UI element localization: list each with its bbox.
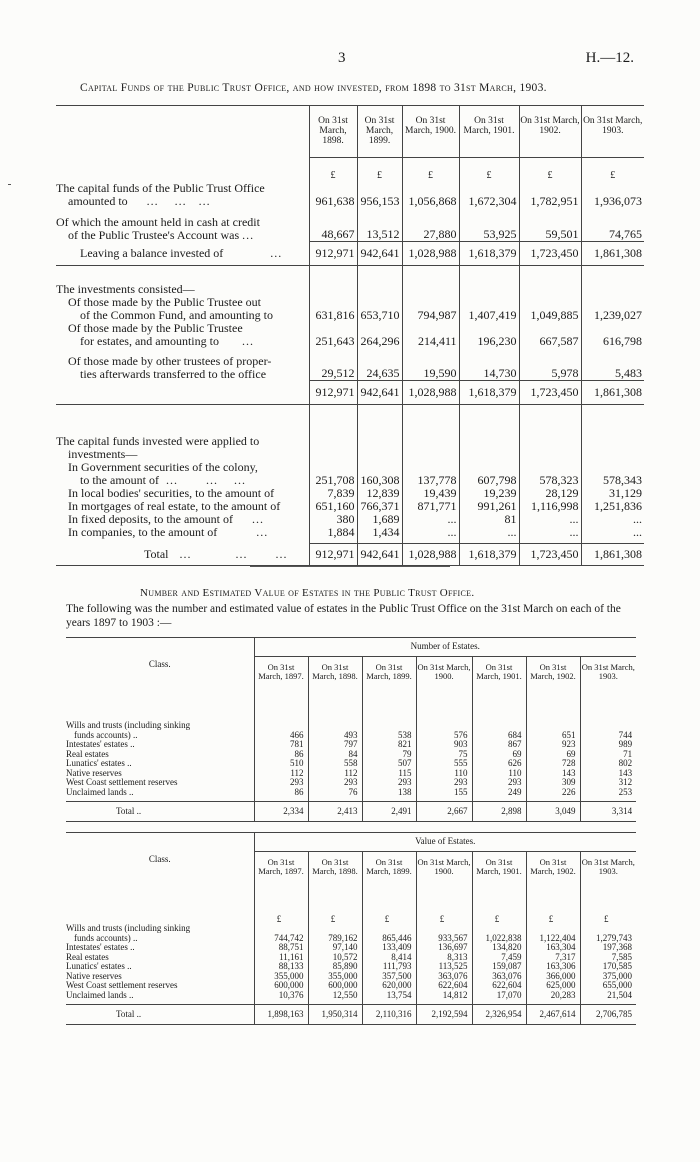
col-header: On 31st March, 1901. [472, 852, 526, 903]
value-cell: 264,296 [357, 322, 402, 348]
value-cell: 956,153 [357, 182, 402, 208]
value-cell: 27,880 [402, 208, 459, 242]
value-cell: 48,667 [309, 208, 357, 242]
value-cell: 600,000 [254, 981, 308, 991]
col-header: On 31st March, 1902. [526, 852, 580, 903]
capital-table-title: Capital Funds of the Public Trust Office, and how invested, from 1898 to 31st March, 1903. [80, 82, 547, 94]
col-header: On 31st March, 1899. [362, 852, 416, 903]
value-cell: 1,049,885 [519, 266, 581, 322]
number-cell: 626 [472, 759, 526, 769]
margin-mark [8, 184, 11, 185]
value-cell: ... [519, 513, 581, 526]
value-cell: 163,304 [526, 943, 580, 953]
value-cell: 10,572 [308, 953, 362, 963]
value-cell: 134,820 [472, 943, 526, 953]
investments-sum-row [56, 381, 644, 405]
value-cell: 20,283 [526, 991, 580, 1005]
table-row [66, 991, 636, 1005]
number-cell: 576 [416, 721, 472, 740]
row-label: West Coast settlement reserves [66, 777, 178, 787]
value-cell: ... [581, 513, 644, 526]
value-cell: 74,765 [581, 208, 644, 242]
value-cell: 136,697 [416, 943, 472, 953]
value-group-header: Value of Estates. [254, 833, 636, 852]
value-cell: 1,028,988 [402, 242, 459, 266]
value-cell: 357,500 [362, 972, 416, 982]
value-cell: 1,028,988 [402, 381, 459, 405]
value-cell: 622,604 [472, 981, 526, 991]
col-header: On 31st March, 1903. [580, 852, 636, 903]
total-cell: 912,971 [309, 544, 357, 566]
value-cell: 942,641 [357, 381, 402, 405]
estates-intro-paragraph: The following was the number and estimated value of estates in the Public Trust Office on the 31st March on each of the years 1897 to 1903 :— [66, 603, 621, 629]
total-cell: 1,950,314 [308, 1005, 362, 1025]
row-label: The capital funds of the Public Trust Office [56, 180, 265, 195]
number-cell: 466 [254, 721, 308, 740]
table-row [66, 924, 636, 943]
total-cell: 3,049 [526, 802, 580, 822]
value-cell: ... [402, 526, 459, 544]
number-cell: 226 [526, 788, 580, 802]
value-cell: 5,483 [581, 348, 644, 381]
value-cell: 31,129 [581, 487, 644, 500]
number-cell: 507 [362, 759, 416, 769]
value-cell: ... [402, 513, 459, 526]
value-cell: 655,000 [580, 981, 636, 991]
col-header: On 31st March, 1903. [581, 106, 644, 158]
row-label: Intestates' estates .. [66, 942, 135, 952]
value-cell: 651,160 [309, 500, 357, 513]
number-cell: 797 [308, 740, 362, 750]
value-cell: 5,978 [519, 348, 581, 381]
number-cell: 510 [254, 759, 308, 769]
row-label: In local bodies' securities, to the amount of [68, 485, 275, 500]
value-cell: 616,798 [581, 322, 644, 348]
capital-funds-table [56, 105, 644, 566]
value-cell: 600,000 [308, 981, 362, 991]
value-cell: 88,751 [254, 943, 308, 953]
value-cell: 1,022,838 [472, 924, 526, 943]
value-cell: 10,376 [254, 991, 308, 1005]
row-label: Of those made by the Public Trustee out [68, 294, 261, 309]
row-label: ties afterwards transferred to the office [80, 366, 267, 381]
value-cell: 53,925 [459, 208, 519, 242]
value-cell: 1,407,419 [459, 266, 519, 322]
row-label: Lunatics' estates .. [66, 961, 132, 971]
row-label: Native reserves [66, 970, 122, 981]
document-reference: H.—12. [585, 50, 634, 66]
number-cell: 86 [254, 788, 308, 802]
row-label: amounted to ... ... ... [68, 193, 211, 208]
number-of-estates-table [66, 637, 636, 822]
estates-section-title: Number and Estimated Value of Estates in the Public Trust Office. [140, 587, 475, 599]
currency-cell: £ [254, 902, 308, 924]
value-cell: 631,816 [309, 266, 357, 322]
value-cell: 625,000 [526, 981, 580, 991]
row-label: The investments consisted— [56, 281, 195, 296]
row-label: Real estates [66, 951, 109, 962]
value-cell: 21,504 [580, 991, 636, 1005]
number-cell: 923 [526, 740, 580, 750]
value-cell: 1,251,836 [581, 500, 644, 513]
number-cell: 867 [472, 740, 526, 750]
number-cell: 293 [416, 778, 472, 788]
number-cell: 744 [580, 721, 636, 740]
col-header: On 31st March, 1901. [459, 106, 519, 158]
col-header: On 31st March, 1897. [254, 657, 308, 708]
total-cell: 1,723,450 [519, 544, 581, 566]
number-cell: 293 [308, 778, 362, 788]
row-label: West Coast settlement reserves [66, 980, 178, 990]
value-cell: 622,604 [416, 981, 472, 991]
currency-cell: £ [580, 902, 636, 924]
balance-row: Leaving a balance invested of ... 912,971 942,641 1,028,988 1,618,379 1,723,450 1,861,308 [56, 242, 644, 266]
currency-cell: £ [519, 158, 581, 182]
total-cell: 1,861,308 [581, 544, 644, 566]
value-cell: 1,884 [309, 526, 357, 544]
value-cell: 794,987 [402, 266, 459, 322]
value-cell: 196,230 [459, 322, 519, 348]
value-cell: 1,239,027 [581, 266, 644, 322]
value-cell: 12,839 [357, 487, 402, 500]
currency-cell: £ [459, 158, 519, 182]
number-cell: 253 [580, 788, 636, 802]
row-label: In mortgages of real estate, to the amount of [68, 498, 281, 513]
value-cell: 113,525 [416, 962, 472, 972]
total-cell: 2,898 [472, 802, 526, 822]
value-cell: 942,641 [357, 242, 402, 266]
value-cell: 363,076 [472, 972, 526, 982]
col-header: On 31st March, 1902. [526, 657, 580, 708]
value-cell: 170,585 [580, 962, 636, 972]
row-label: Unclaimed lands .. [66, 989, 134, 1000]
value-cell: 197,368 [580, 943, 636, 953]
value-cell: 8,414 [362, 953, 416, 963]
row-label: investments— [68, 446, 138, 461]
number-cell: 728 [526, 759, 580, 769]
total-cell: 2,413 [308, 802, 362, 822]
number-cell: 802 [580, 759, 636, 769]
col-header: On 31st March, 1898. [308, 852, 362, 903]
number-cell: 558 [308, 759, 362, 769]
currency-cell: £ [402, 158, 459, 182]
col-header: On 31st March, 1903. [580, 657, 636, 708]
col-header: On 31st March, 1899. [362, 657, 416, 708]
value-cell: 380 [309, 513, 357, 526]
row-label: Leaving a balance invested of [80, 245, 224, 260]
row-label: Intestates' estates .. [66, 739, 135, 749]
value-cell: ... [459, 526, 519, 544]
row-label: Unclaimed lands .. [66, 786, 134, 797]
cash-row [56, 208, 644, 242]
total-label: Total .. [66, 802, 254, 822]
total-cell: 2,326,954 [472, 1005, 526, 1025]
row-label: for estates, and amounting to ... [80, 333, 254, 348]
value-cell: ... [519, 526, 581, 544]
value-cell: 871,771 [402, 500, 459, 513]
value-cell: 19,439 [402, 487, 459, 500]
number-cell: 138 [362, 788, 416, 802]
number-total-row [66, 802, 636, 822]
capital-header-row [56, 106, 644, 158]
col-header: On 31st March, 1900. [416, 852, 472, 903]
value-cell: 8,313 [416, 953, 472, 963]
value-cell: 88,133 [254, 962, 308, 972]
currency-cell: £ [362, 902, 416, 924]
number-cell: 309 [526, 778, 580, 788]
value-cell: 85,890 [308, 962, 362, 972]
total-cell: 2,667 [416, 802, 472, 822]
currency-cell: £ [416, 902, 472, 924]
col-header: On 31st March, 1901. [472, 657, 526, 708]
col-header: On 31st March, 1900. [402, 106, 459, 158]
value-cell: 137,778 [402, 405, 459, 487]
value-cell: 7,585 [580, 953, 636, 963]
row-label: The capital funds invested were applied to [56, 433, 260, 448]
value-cell: 355,000 [308, 972, 362, 982]
total-label: Total [144, 546, 169, 561]
value-cell: 14,812 [416, 991, 472, 1005]
total-cell: 1,618,379 [459, 544, 519, 566]
col-header: On 31st March, 1897. [254, 852, 308, 903]
value-cell: 1,723,450 [519, 381, 581, 405]
total-cell: 2,334 [254, 802, 308, 822]
total-cell: 2,467,614 [526, 1005, 580, 1025]
currency-cell: £ [357, 158, 402, 182]
value-cell: 366,000 [526, 972, 580, 982]
row-label: Native reserves [66, 767, 122, 778]
row-label: Wills and trusts (including sinking [66, 923, 191, 933]
number-cell: 79 [362, 750, 416, 760]
value-cell: 1,861,308 [581, 242, 644, 266]
value-of-estates-table [66, 832, 636, 1025]
row-label: Of which the amount held in cash at credit [56, 214, 260, 229]
local-bodies-row [56, 487, 644, 500]
other-trustees-row [56, 348, 644, 381]
currency-cell: £ [526, 902, 580, 924]
number-cell: 112 [308, 769, 362, 779]
value-cell: 7,839 [309, 487, 357, 500]
value-cell: 1,936,073 [581, 182, 644, 208]
col-header: On 31st March, 1900. [416, 657, 472, 708]
value-cell: 251,643 [309, 322, 357, 348]
page-number: 3 [338, 50, 346, 66]
value-cell: 653,710 [357, 266, 402, 322]
total-cell: 942,641 [357, 544, 402, 566]
value-cell: 29,512 [309, 348, 357, 381]
row-label: In companies, to the amount of [68, 524, 218, 539]
number-cell: 69 [526, 750, 580, 760]
value-cell: 163,306 [526, 962, 580, 972]
total-label: Total .. [66, 1005, 254, 1025]
number-cell: 312 [580, 778, 636, 788]
common-fund-row [56, 266, 644, 322]
number-cell: 684 [472, 721, 526, 740]
currency-row [66, 902, 636, 924]
row-label: of the Public Trustee's Account was ... [68, 227, 255, 242]
value-cell: 933,567 [416, 924, 472, 943]
row-label: Of those made by other trustees of proper- [68, 353, 272, 368]
row-label: of the Common Fund, and amounting to [80, 307, 273, 322]
value-cell: 961,638 [309, 182, 357, 208]
value-cell: 111,793 [362, 962, 416, 972]
value-cell: 1,782,951 [519, 182, 581, 208]
row-label: Of those made by the Public Trustee [68, 320, 243, 335]
value-cell: 912,971 [309, 381, 357, 405]
number-cell: 112 [254, 769, 308, 779]
value-cell: 12,550 [308, 991, 362, 1005]
govt-securities-row [56, 405, 644, 487]
value-cell: 865,446 [362, 924, 416, 943]
number-cell: 69 [472, 750, 526, 760]
value-cell: 1,434 [357, 526, 402, 544]
value-cell: 1,056,868 [402, 182, 459, 208]
row-label: Lunatics' estates .. [66, 758, 132, 768]
value-cell: 1,279,743 [580, 924, 636, 943]
row-label: funds accounts) .. [74, 932, 138, 943]
capital-row [56, 182, 644, 208]
number-cell: 293 [362, 778, 416, 788]
currency-cell: £ [581, 158, 644, 182]
number-cell: 493 [308, 721, 362, 740]
value-cell: 355,000 [254, 972, 308, 982]
value-cell: 1,122,404 [526, 924, 580, 943]
number-cell: 76 [308, 788, 362, 802]
value-cell: 97,140 [308, 943, 362, 953]
col-header: On 31st March, 1902. [519, 106, 581, 158]
value-cell: 11,161 [254, 953, 308, 963]
number-cell: 155 [416, 788, 472, 802]
value-cell: 620,000 [362, 981, 416, 991]
value-cell: 667,587 [519, 322, 581, 348]
number-cell: 293 [472, 778, 526, 788]
value-cell: 81 [459, 513, 519, 526]
total-cell: 1,898,163 [254, 1005, 308, 1025]
row-label: to the amount of ... ... ... [80, 472, 246, 487]
col-header: On 31st March, 1898. [308, 657, 362, 708]
value-cell: 1,689 [357, 513, 402, 526]
row-label: Wills and trusts (including sinking [66, 720, 191, 730]
value-cell: 159,087 [472, 962, 526, 972]
number-cell: 143 [580, 769, 636, 779]
value-cell: 14,730 [459, 348, 519, 381]
value-cell: 28,129 [519, 487, 581, 500]
number-cell: 989 [580, 740, 636, 750]
value-cell: 1,672,304 [459, 182, 519, 208]
total-cell: 2,192,594 [416, 1005, 472, 1025]
value-cell: 19,590 [402, 348, 459, 381]
value-cell: 607,798 [459, 405, 519, 487]
table-row [66, 788, 636, 802]
section-divider [250, 566, 450, 567]
value-cell: 1,723,450 [519, 242, 581, 266]
total-row: Total ... ... ... 912,971 942,641 1,028,988 1,618,379 1,723,450 1,861,308 [56, 544, 644, 566]
number-cell: 84 [308, 750, 362, 760]
number-cell: 71 [580, 750, 636, 760]
value-total-row [66, 1005, 636, 1025]
number-cell: 86 [254, 750, 308, 760]
number-cell: 143 [526, 769, 580, 779]
class-header: Class. [66, 638, 254, 708]
value-cell: 214,411 [402, 322, 459, 348]
number-cell: 903 [416, 740, 472, 750]
number-cell: 249 [472, 788, 526, 802]
value-cell: 766,371 [357, 500, 402, 513]
fixed-deposits-row: In fixed deposits, to the amount of ... 380 1,689 ... 81 ... ... [68, 511, 642, 526]
number-cell: 110 [472, 769, 526, 779]
total-cell: 2,110,316 [362, 1005, 416, 1025]
estates-row [56, 322, 644, 348]
value-cell: 1,861,308 [581, 381, 644, 405]
value-cell: 7,459 [472, 953, 526, 963]
currency-cell: £ [472, 902, 526, 924]
value-cell: 789,162 [308, 924, 362, 943]
value-cell: 1,116,998 [519, 500, 581, 513]
value-cell: 7,317 [526, 953, 580, 963]
number-cell: 538 [362, 721, 416, 740]
row-label: In fixed deposits, to the amount of [68, 511, 233, 526]
page-header [0, 50, 700, 70]
col-header: On 31st March, 1898. [309, 106, 357, 158]
number-cell: 781 [254, 740, 308, 750]
row-label: In Government securities of the colony, [68, 459, 258, 474]
row-label: funds accounts) .. [74, 729, 138, 740]
table-row [66, 721, 636, 740]
total-cell: 2,491 [362, 802, 416, 822]
class-header: Class. [66, 833, 254, 903]
number-cell: 651 [526, 721, 580, 740]
companies-row: In companies, to the amount of ... 1,884 1,434 ... ... ... ... [56, 526, 644, 544]
row-label: Real estates [66, 748, 109, 759]
number-cell: 110 [416, 769, 472, 779]
number-cell: 555 [416, 759, 472, 769]
value-cell: 1,618,379 [459, 242, 519, 266]
number-cell: 115 [362, 769, 416, 779]
value-cell: 578,343 [581, 405, 644, 487]
value-cell: 1,618,379 [459, 381, 519, 405]
col-header: On 31st March, 1899. [357, 106, 402, 158]
number-cell: 821 [362, 740, 416, 750]
value-cell: 991,261 [459, 500, 519, 513]
number-cell: 75 [416, 750, 472, 760]
total-cell: 2,706,785 [580, 1005, 636, 1025]
total-cell: 3,314 [580, 802, 636, 822]
value-cell: 375,000 [580, 972, 636, 982]
value-cell: 160,308 [357, 405, 402, 487]
currency-cell: £ [309, 158, 357, 182]
value-cell: 363,076 [416, 972, 472, 982]
value-cell: 744,742 [254, 924, 308, 943]
value-cell: 578,323 [519, 405, 581, 487]
total-cell: 1,028,988 [402, 544, 459, 566]
value-cell: 24,635 [357, 348, 402, 381]
value-cell: 19,239 [459, 487, 519, 500]
value-cell: 912,971 [309, 242, 357, 266]
value-cell: ... [581, 526, 644, 544]
number-cell: 293 [254, 778, 308, 788]
value-cell: 59,501 [519, 208, 581, 242]
value-cell: 13,754 [362, 991, 416, 1005]
value-cell: 251,708 [309, 405, 357, 487]
currency-row [56, 158, 644, 182]
value-cell: 133,409 [362, 943, 416, 953]
number-group-header: Number of Estates. [254, 638, 636, 657]
currency-cell: £ [308, 902, 362, 924]
value-cell: 13,512 [357, 208, 402, 242]
value-cell: 17,070 [472, 991, 526, 1005]
